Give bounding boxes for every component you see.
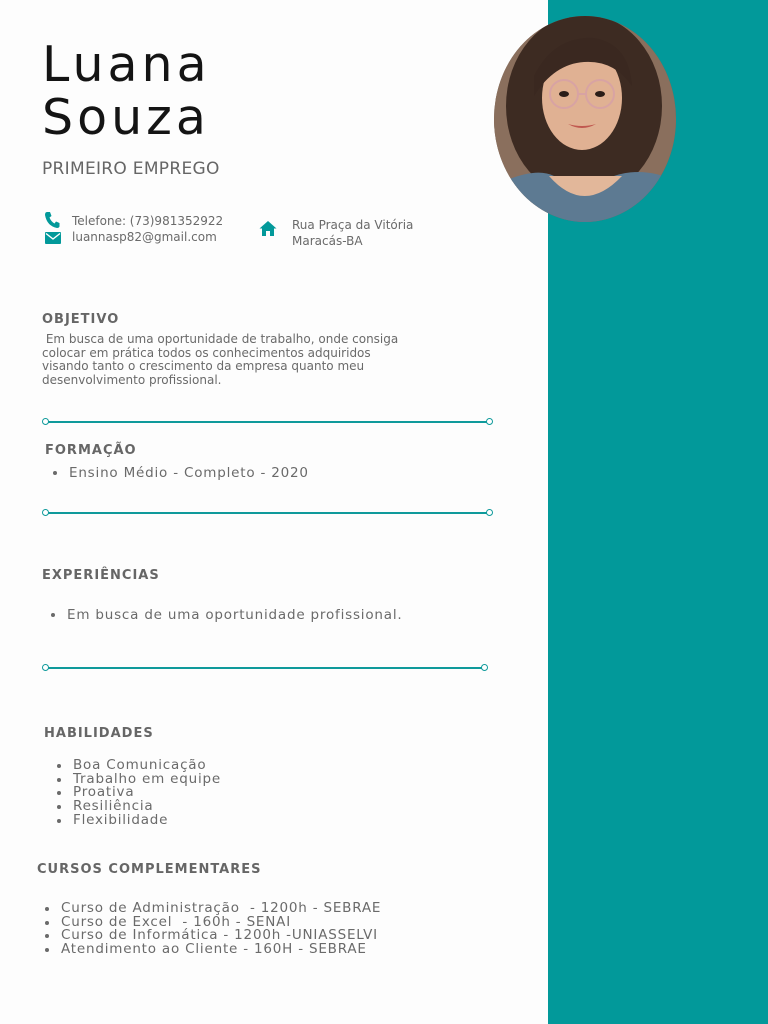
section-title-experiencias: EXPERIÊNCIAS	[42, 568, 160, 583]
list-item: Curso de Excel - 160h - SENAI	[39, 916, 381, 930]
section-title-habilidades: HABILIDADES	[44, 726, 154, 741]
phone-icon	[44, 211, 60, 229]
home-icon	[259, 220, 277, 237]
last-name: Souza	[42, 89, 210, 146]
address-line-2: Maracás-BA	[292, 234, 363, 248]
section-divider	[42, 508, 493, 518]
section-divider	[42, 663, 488, 673]
first-name: Luana	[42, 36, 211, 93]
section-divider	[42, 417, 493, 427]
experiencias-list	[45, 607, 403, 623]
section-title-cursos: CURSOS COMPLEMENTARES	[37, 862, 262, 877]
address-line-1: Rua Praça da Vitória	[292, 218, 414, 232]
list-item: Flexibilidade	[51, 814, 221, 828]
list-item: Resiliência	[51, 800, 221, 814]
objective-line: desenvolvimento profissional.	[42, 372, 222, 387]
phone-text: Telefone: (73)981352922	[72, 214, 224, 228]
list-item: Curso de Administração - 1200h - SEBRAE	[39, 902, 381, 916]
email-text: luannasp82@gmail.com	[72, 230, 217, 244]
contact-address	[292, 217, 413, 249]
habilidades-list	[51, 759, 221, 828]
contact-phone-email	[72, 213, 223, 245]
section-title-objetivo: OBJETIVO	[42, 312, 120, 327]
formacao-list	[47, 465, 309, 481]
list-item: Em busca de uma oportunidade profissional.	[45, 607, 403, 623]
profile-photo	[494, 16, 676, 222]
email-icon	[45, 232, 61, 244]
cursos-list	[39, 902, 381, 957]
objective-line: colocar em prática todos os conhecimentos adquiridos	[42, 345, 371, 360]
list-item: Boa Comunicação	[51, 759, 221, 773]
list-item: Trabalho em equipe	[51, 773, 221, 787]
list-item: Curso de Informática - 1200h -UNIASSELVI	[39, 929, 381, 943]
objective-line: visando tanto o crescimento da empresa quanto meu	[42, 359, 365, 374]
list-item: Proativa	[51, 786, 221, 800]
resume-subtitle: PRIMEIRO EMPREGO	[42, 159, 220, 179]
list-item: Atendimento ao Cliente - 160H - SEBRAE	[39, 943, 381, 957]
candidate-name	[42, 38, 211, 144]
objective-line: Em busca de uma oportunidade de trabalho, onde consiga	[42, 332, 399, 346]
objective-text	[42, 333, 442, 387]
list-item: Ensino Médio - Completo - 2020	[47, 465, 309, 481]
section-title-formacao: FORMAÇÃO	[45, 443, 137, 458]
